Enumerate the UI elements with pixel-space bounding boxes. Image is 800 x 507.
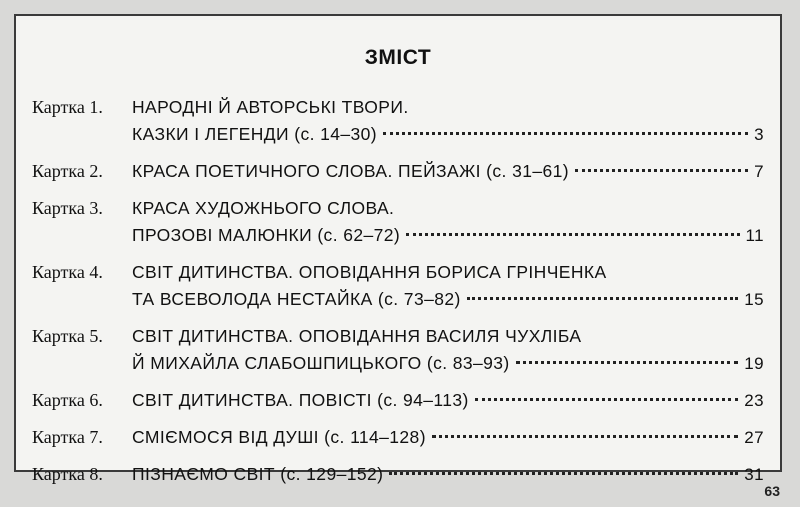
dot-leader (406, 233, 739, 236)
card-label: Картка 8. (32, 464, 103, 484)
contents-entry-4 (32, 259, 764, 313)
contents-entry-1 (32, 94, 764, 148)
entry-title-line: ТА ВСЕВОЛОДА НЕСТАЙКА (с. 73–82) (132, 289, 461, 309)
entry-title-line: КРАСА ПОЕТИЧНОГО СЛОВА. ПЕЙЗАЖІ (с. 31–61) (132, 161, 569, 181)
entry-title-line: СМІЄМОСЯ ВІД ДУШІ (с. 114–128) (132, 427, 426, 447)
contents-frame (14, 14, 782, 484)
entry-page-number: 23 (744, 391, 764, 410)
dot-leader (432, 435, 738, 438)
card-label: Картка 2. (32, 161, 103, 181)
entry-title-line: КРАСА ХУДОЖНЬОГО СЛОВА. (132, 198, 395, 218)
card-label: Картка 6. (32, 390, 103, 410)
entry-body (132, 259, 764, 313)
dot-leader (389, 472, 738, 475)
page-number: 63 (764, 483, 780, 499)
dot-leader (475, 398, 739, 401)
entry-body (132, 94, 764, 148)
entry-body (132, 387, 764, 414)
entry-page-number: 7 (754, 162, 764, 181)
entry-title-line: КАЗКИ І ЛЕГЕНДИ (с. 14–30) (132, 124, 378, 144)
entry-page-number: 31 (744, 465, 764, 484)
contents-entry-3 (32, 195, 764, 249)
contents-entry-6 (32, 387, 764, 414)
entry-title-line: СВІТ ДИТИНСТВА. ОПОВІДАННЯ БОРИСА ГРІНЧЕНКА (132, 262, 607, 282)
contents-list (32, 94, 764, 498)
dot-leader (575, 169, 748, 172)
contents-entry-5 (32, 323, 764, 377)
entry-page-number: 27 (744, 428, 764, 447)
dot-leader (383, 132, 748, 135)
contents-title: ЗМІСТ (364, 46, 432, 69)
entry-page-number: 3 (754, 125, 764, 144)
entry-title-line: ПРОЗОВІ МАЛЮНКИ (с. 62–72) (132, 225, 401, 245)
card-label: Картка 7. (32, 427, 103, 447)
contents-entry-2 (32, 158, 764, 185)
contents-entry-8 (32, 461, 764, 488)
contents-entry-7 (32, 424, 764, 451)
entry-title-line: НАРОДНІ Й АВТОРСЬКІ ТВОРИ. (132, 97, 409, 117)
entry-body (132, 461, 764, 488)
dot-leader (516, 361, 739, 364)
entry-title-line: ПІЗНАЄМО СВІТ (с. 129–152) (132, 464, 384, 484)
entry-body (132, 323, 764, 377)
entry-page-number: 11 (745, 226, 764, 245)
entry-page-number: 15 (744, 290, 764, 309)
card-label: Картка 3. (32, 198, 103, 218)
card-label: Картка 4. (32, 262, 103, 282)
entry-body (132, 195, 764, 249)
entry-title-line: Й МИХАЙЛА СЛАБОШПИЦЬКОГО (с. 83–93) (132, 353, 510, 373)
entry-page-number: 19 (744, 354, 764, 373)
entry-title-line: СВІТ ДИТИНСТВА. ПОВІСТІ (с. 94–113) (132, 390, 469, 410)
card-label: Картка 5. (32, 326, 103, 346)
entry-title-line: СВІТ ДИТИНСТВА. ОПОВІДАННЯ ВАСИЛЯ ЧУХЛІБА (132, 326, 582, 346)
card-label: Картка 1. (32, 97, 103, 117)
entry-body (132, 158, 764, 185)
dot-leader (467, 297, 739, 300)
entry-body (132, 424, 764, 451)
